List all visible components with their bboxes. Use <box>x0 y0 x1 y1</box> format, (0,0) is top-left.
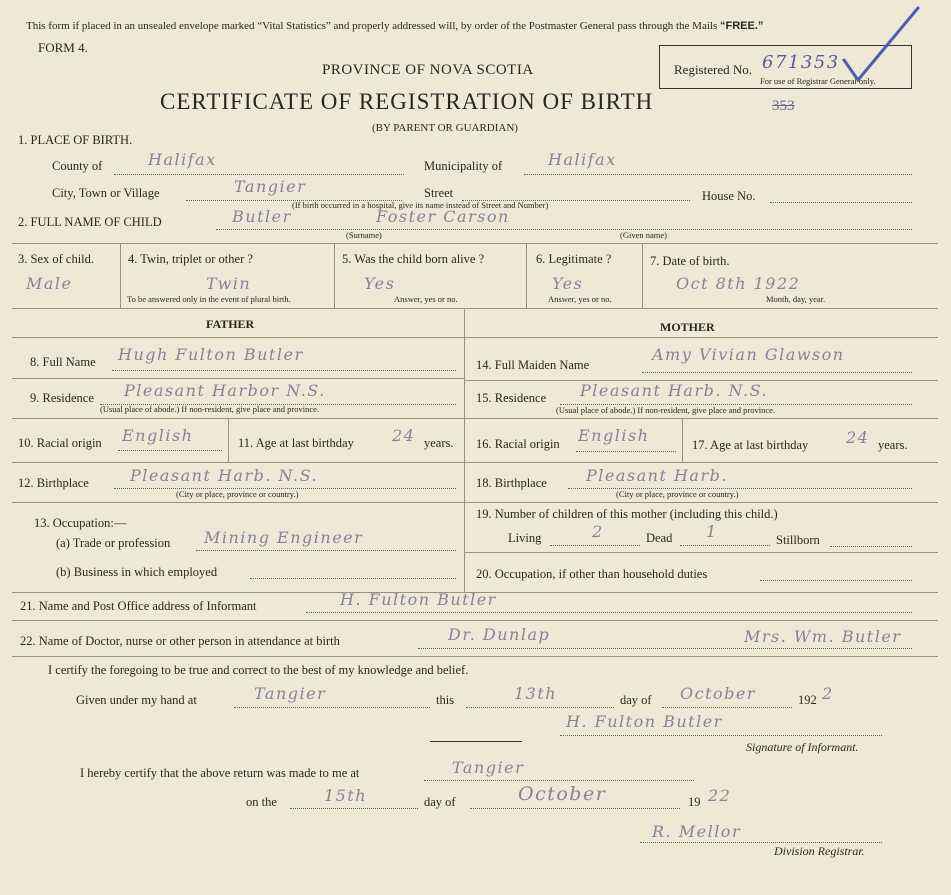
page-subtitle: (BY PARENT OR GUARDIAN) <box>372 122 518 134</box>
child-name-label: 2. FULL NAME OF CHILD <box>18 215 162 229</box>
dead-label: Dead <box>646 531 673 545</box>
father-birthplace-label: 12. Birthplace <box>18 476 89 490</box>
father-residence-label: 9. Residence <box>30 391 94 405</box>
registrar-month-value: October <box>518 783 607 805</box>
on-the-day-value: 15th <box>324 786 368 805</box>
mother-birthplace-label: 18. Birthplace <box>476 476 547 490</box>
living-label: Living <box>508 531 542 545</box>
father-birthplace-value: Pleasant Harb. N.S. <box>130 466 319 485</box>
mother-name-label: 14. Full Maiden Name <box>476 358 590 372</box>
registrar-signature: R. Mellor <box>652 822 742 841</box>
informant-value: H. Fulton Butler <box>340 590 497 609</box>
street-note: (If birth occurred in a hospital, give its name instead of Street and Number) <box>292 200 549 210</box>
given-month-value: October <box>680 684 756 703</box>
legitimate-note: Answer, yes or no. <box>548 294 612 304</box>
mother-residence-value: Pleasant Harb. N.S. <box>580 381 769 400</box>
surname-note: (Surname) <box>346 230 382 240</box>
registrar-statement: I hereby certify that the above return was made to me at <box>80 766 360 780</box>
living-value: 2 <box>592 522 604 541</box>
father-age-label: 11. Age at last birthday <box>238 436 354 450</box>
mother-occupation-label: 20. Occupation, if other than household duties <box>476 567 708 581</box>
dob-note: Month, day, year. <box>766 294 826 304</box>
stillborn-label: Stillborn <box>776 533 820 547</box>
checkmark-icon <box>838 4 924 86</box>
mother-age-label: 17. Age at last birthday <box>692 438 809 452</box>
municipality-label: Municipality of <box>424 159 503 173</box>
given-place-value: Tangier <box>254 684 327 703</box>
page-title: CERTIFICATE OF REGISTRATION OF BIRTH <box>160 89 654 114</box>
child-given-value: Foster Carson <box>376 207 510 226</box>
on-the-label: on the <box>246 795 277 809</box>
attendant-value-doctor: Dr. Dunlap <box>448 625 551 644</box>
father-racial-label: 10. Racial origin <box>18 436 102 450</box>
twin-label: 4. Twin, triplet or other ? <box>128 252 253 266</box>
alive-label: 5. Was the child born alive ? <box>342 252 485 266</box>
mother-years-label: years. <box>878 438 908 452</box>
father-age-value: 24 <box>392 426 416 445</box>
mother-age-value: 24 <box>846 428 870 447</box>
county-label: County of <box>52 159 103 173</box>
dob-label: 7. Date of birth. <box>650 254 730 268</box>
father-heading: FATHER <box>206 317 255 331</box>
registered-note: For use of Registrar General only. <box>760 76 876 86</box>
informant-label: 21. Name and Post Office address of Informant <box>20 599 257 613</box>
day-of2-label: day of <box>424 795 456 809</box>
informant-signature: H. Fulton Butler <box>566 712 723 731</box>
free-label: “FREE.” <box>719 20 764 32</box>
father-residence-value: Pleasant Harbor N.S. <box>124 381 326 400</box>
mother-birthplace-value: Pleasant Harb. <box>586 466 728 485</box>
municipality-value: Halifax <box>548 150 617 169</box>
mother-racial-label: 16. Racial origin <box>476 437 560 451</box>
twin-value: Twin <box>206 274 252 293</box>
father-name-label: 8. Full Name <box>30 355 96 369</box>
father-name-value: Hugh Fulton Butler <box>118 345 304 364</box>
registrar-year-prefix: 19 <box>688 795 701 809</box>
father-occupation-label: 13. Occupation:— <box>34 516 127 530</box>
mother-heading: MOTHER <box>660 320 715 334</box>
father-trade-label: (a) Trade or profession <box>56 536 171 550</box>
registrar-label: Division Registrar. <box>774 844 865 858</box>
child-surname-value: Butler <box>232 207 292 226</box>
alive-value: Yes <box>364 274 396 293</box>
given-year-prefix: 192 <box>798 693 817 707</box>
this-label: this <box>436 693 455 707</box>
county-value: Halifax <box>148 150 217 169</box>
father-trade-value: Mining Engineer <box>204 528 364 547</box>
legitimate-value: Yes <box>552 274 584 293</box>
mother-name-value: Amy Vivian Glawson <box>652 345 845 364</box>
this-day-value: 13th <box>514 684 558 703</box>
struck-number: 353 <box>772 98 795 114</box>
mother-birthplace-note: (City or place, province or country.) <box>616 489 739 499</box>
twin-note: To be answered only in the event of plural birth. <box>127 294 291 304</box>
registered-label: Registered No. <box>674 62 752 77</box>
dead-value: 1 <box>706 522 718 541</box>
father-racial-value: English <box>122 426 194 445</box>
children-label: 19. Number of children of this mother (including this child.) <box>476 507 778 521</box>
attendant-label: 22. Name of Doctor, nurse or other person in attendance at birth <box>20 634 340 648</box>
attendant-value-nurse: Mrs. Wm. Butler <box>744 627 902 646</box>
city-value: Tangier <box>234 177 307 196</box>
father-birthplace-note: (City or place, province or country.) <box>176 489 299 499</box>
mother-residence-note: (Usual place of abode.) If non-resident, give place and province. <box>556 405 776 415</box>
mail-notice <box>26 20 763 32</box>
place-of-birth-heading: 1. PLACE OF BIRTH. <box>18 133 133 147</box>
mother-residence-label: 15. Residence <box>476 391 547 405</box>
sex-value: Male <box>26 274 73 293</box>
given-label: Given under my hand at <box>76 693 197 707</box>
sex-label: 3. Sex of child. <box>18 252 95 266</box>
legitimate-label: 6. Legitimate ? <box>536 252 612 266</box>
house-label: House No. <box>702 189 756 203</box>
registrar-year-value: 22 <box>708 786 732 805</box>
given-name-note: (Given name) <box>620 230 667 240</box>
registrar-place-value: Tangier <box>452 758 525 777</box>
father-residence-note: (Usual place of abode.) If non-resident, give place and province. <box>100 404 320 414</box>
street-label: Street <box>424 186 454 200</box>
certify-statement: I certify the foregoing to be true and correct to the best of my knowledge and belief. <box>48 663 469 677</box>
registered-number: 671353 <box>762 52 840 73</box>
father-years-label: years. <box>424 436 454 450</box>
father-business-label: (b) Business in which employed <box>56 565 218 579</box>
dob-value: Oct 8th 1922 <box>676 274 801 293</box>
city-label: City, Town or Village <box>52 186 160 200</box>
signature-label: Signature of Informant. <box>746 740 859 754</box>
day-of-label: day of <box>620 693 652 707</box>
mail-notice-text: This form if placed in an unsealed envelope marked “Vital Statistics” and properly addressed will, by order of the Postmaster General pass through the Mails <box>26 20 718 32</box>
alive-note: Answer, yes or no. <box>394 294 458 304</box>
mother-racial-value: English <box>578 426 650 445</box>
province-heading: PROVINCE OF NOVA SCOTIA <box>322 62 534 78</box>
given-year-value: 2 <box>822 684 834 703</box>
form-number: FORM 4. <box>38 40 88 55</box>
